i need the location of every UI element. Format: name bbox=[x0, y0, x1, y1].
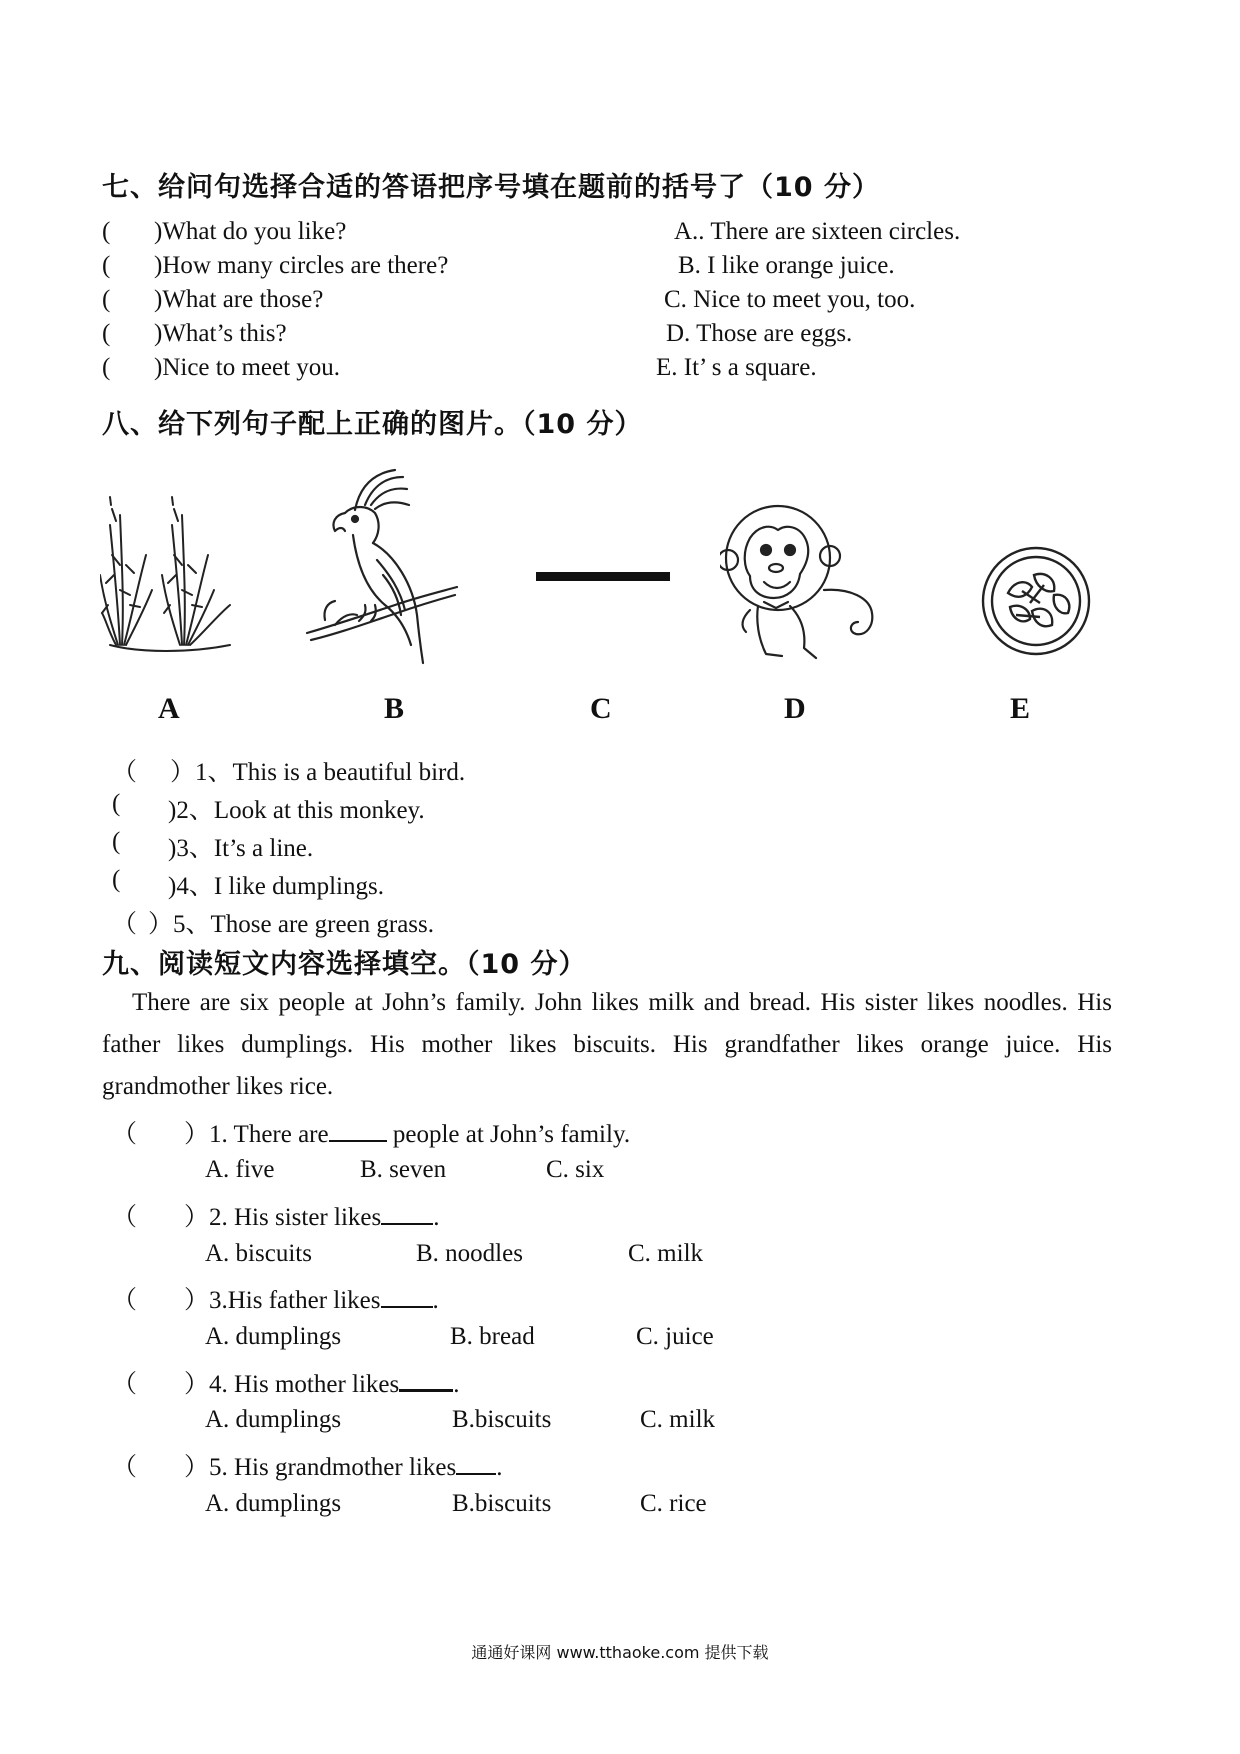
matching-row bbox=[102, 354, 1102, 388]
question-text: ）5. His grandmother likes . bbox=[184, 1447, 502, 1483]
option-b: B.biscuits bbox=[452, 1490, 552, 1517]
answer-paren: ( bbox=[102, 252, 111, 279]
matching-row bbox=[102, 286, 1102, 320]
option-a: A. dumplings bbox=[205, 1406, 342, 1433]
answer-paren: ( bbox=[112, 790, 121, 817]
answer-paren: ( bbox=[112, 866, 121, 893]
answer-blank[interactable] bbox=[381, 1201, 433, 1225]
answer-paren: ( bbox=[102, 286, 111, 313]
question-text: )3、It’s a line. bbox=[168, 835, 314, 862]
picture-label: A bbox=[158, 692, 180, 725]
question-text: ）1、This is a beautiful bird. bbox=[170, 759, 466, 786]
picture-label: E bbox=[1010, 692, 1031, 725]
question-text: ）1. There are people at John’s family. bbox=[184, 1114, 630, 1150]
picture-label: C bbox=[590, 692, 612, 725]
dumplings-plate-icon bbox=[980, 545, 1092, 657]
option-b: B. seven bbox=[360, 1156, 447, 1183]
section-8-title: 八、给下列句子配上正确的图片。（10 分） bbox=[102, 409, 643, 440]
option-a: A. dumplings bbox=[205, 1490, 342, 1517]
section-7-title: 七、给问句选择合适的答语把序号填在题前的括号了（10 分） bbox=[102, 172, 880, 203]
answer-paren: （ bbox=[112, 1371, 138, 1398]
answer-paren: ( bbox=[102, 354, 111, 381]
matching-row bbox=[102, 252, 1102, 286]
option-c: C. six bbox=[546, 1156, 605, 1183]
option-b: B.biscuits bbox=[452, 1406, 552, 1433]
matching-row bbox=[102, 320, 1102, 354]
option-a: A. five bbox=[205, 1156, 275, 1183]
answer-blank[interactable] bbox=[381, 1284, 433, 1308]
answer-blank[interactable] bbox=[399, 1367, 453, 1392]
question-text: )How many circles are there? bbox=[154, 252, 449, 279]
option-b: B. noodles bbox=[416, 1240, 523, 1267]
answer-paren: （ bbox=[112, 1287, 138, 1314]
question-text: ）2. His sister likes . bbox=[184, 1197, 439, 1233]
question-text: )4、I like dumplings. bbox=[168, 873, 384, 900]
option-b: B. bread bbox=[450, 1323, 535, 1350]
answer-paren: ( bbox=[102, 320, 111, 347]
question-text: ）5、Those are green grass. bbox=[148, 911, 435, 938]
grass-icon bbox=[100, 495, 245, 655]
option-c: C. juice bbox=[636, 1323, 714, 1350]
section-9-title: 九、阅读短文内容选择填空。（10 分） bbox=[102, 949, 587, 980]
monkey-icon bbox=[720, 498, 880, 668]
question-text: )What do you like? bbox=[154, 218, 347, 245]
answer-paren: （ bbox=[112, 1454, 138, 1481]
picture-label: D bbox=[784, 692, 806, 725]
footer-source: 通通好课网 www.tthaoke.com 提供下载 bbox=[471, 1643, 769, 1662]
parrot-icon bbox=[305, 465, 460, 665]
answer-paren: （ bbox=[112, 1121, 138, 1148]
option-a: A. dumplings bbox=[205, 1323, 342, 1350]
answer-paren: （ bbox=[112, 911, 138, 938]
question-text: ）3.His father likes . bbox=[184, 1280, 439, 1316]
answer-paren: ( bbox=[102, 218, 111, 245]
answer-blank[interactable] bbox=[329, 1118, 387, 1142]
answer-blank[interactable] bbox=[456, 1451, 496, 1475]
option-c: C. rice bbox=[640, 1490, 707, 1517]
question-text: )What are those? bbox=[154, 286, 324, 313]
question-text: )2、Look at this monkey. bbox=[168, 797, 425, 824]
question-text: )What’s this? bbox=[154, 320, 287, 347]
option-a: A. biscuits bbox=[205, 1240, 312, 1267]
answer-paren: （ bbox=[112, 759, 138, 786]
answer-option: B. I like orange juice. bbox=[678, 252, 895, 279]
answer-option: A.. There are sixteen circles. bbox=[674, 218, 961, 245]
answer-option: E. It’ s a square. bbox=[656, 354, 817, 381]
line-icon bbox=[536, 572, 670, 581]
answer-paren: （ bbox=[112, 1204, 138, 1231]
matching-row bbox=[102, 218, 1102, 252]
question-text: )Nice to meet you. bbox=[154, 354, 341, 381]
option-c: C. milk bbox=[628, 1240, 704, 1267]
reading-passage: There are six people at John’s family. John likes milk and bread. His sister likes noodles. His father likes dumplings. His mother likes biscuits. His grandfather likes orange juice. His grandmother likes rice. bbox=[102, 989, 1112, 1100]
question-text: ）4. His mother likes . bbox=[184, 1364, 460, 1400]
picture-label: B bbox=[384, 692, 405, 725]
answer-option: C. Nice to meet you, too. bbox=[664, 286, 916, 313]
answer-option: D. Those are eggs. bbox=[666, 320, 853, 347]
answer-paren: ( bbox=[112, 828, 121, 855]
option-c: C. milk bbox=[640, 1406, 716, 1433]
